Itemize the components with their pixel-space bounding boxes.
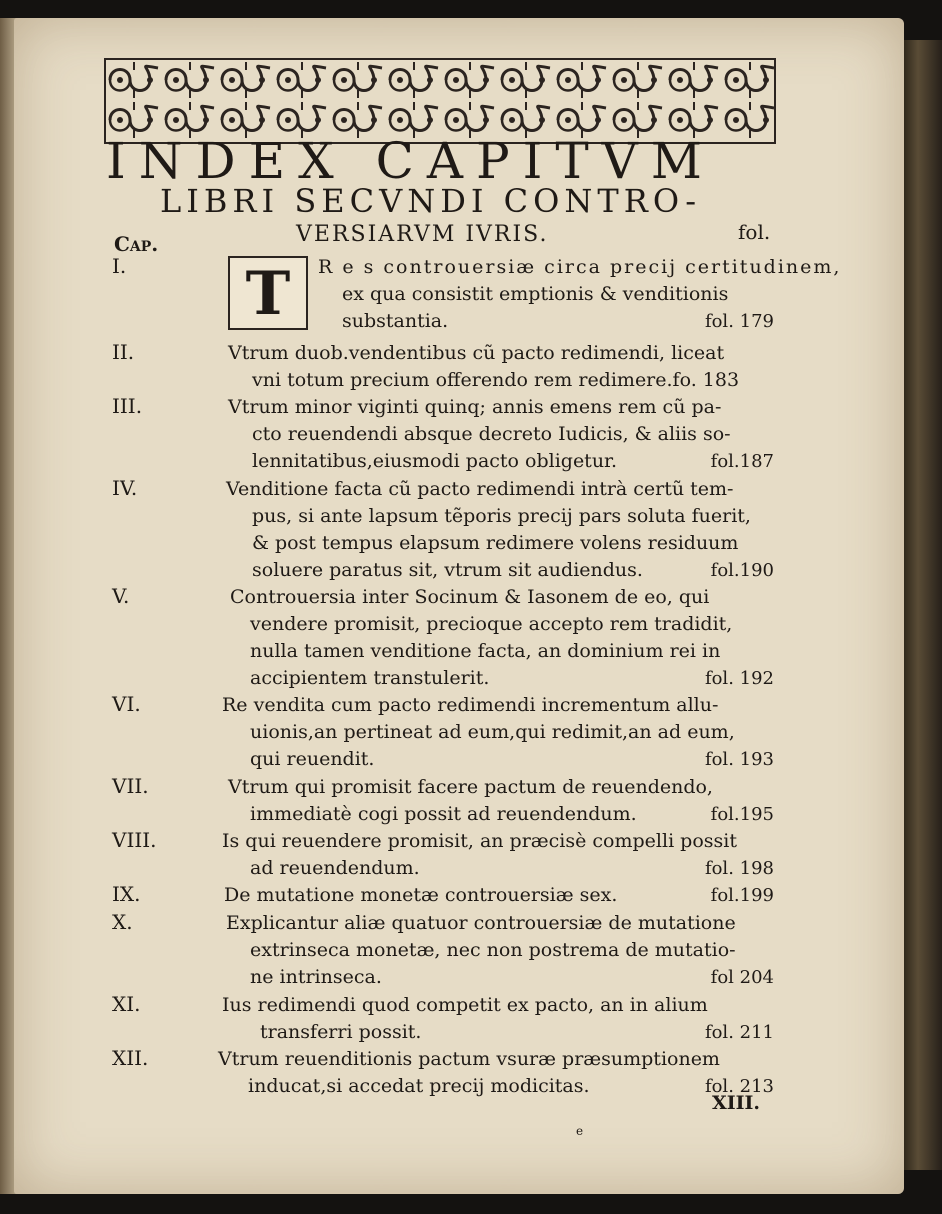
folio-reference: fol. 193 <box>704 749 774 770</box>
entry-line: nulla tamen venditione facta, an dominium rei in <box>250 640 721 662</box>
chapter-number: XII. <box>112 1046 149 1070</box>
chapter-number: IV. <box>112 476 138 500</box>
entry-line: soluere paratus sit, vtrum sit audiendus. <box>252 559 643 581</box>
folio-reference: fol. 198 <box>704 858 774 879</box>
folio-reference: fol. 192 <box>704 668 774 689</box>
entry-line: Venditione facta cũ pacto redimendi intrà certũ tem- <box>226 478 734 500</box>
folio-reference: fol.190 <box>710 560 774 581</box>
entry-line: Explicantur aliæ quatuor controuersiæ de mutatione <box>226 912 736 934</box>
entry-line: Controuersia inter Socinum & Iasonem de eo, qui <box>230 586 710 608</box>
entry-line: Ius redimendi quod competit ex pacto, an in alium <box>222 994 708 1016</box>
entry-line: ad reuendendum. <box>250 857 420 879</box>
entry-line: & post tempus elapsum redimere volens residuum <box>252 532 739 554</box>
entry-line: extrinseca monetæ, nec non postrema de mutatio- <box>250 939 736 961</box>
entry-line: R e s controuersiæ circa precij certitudinem, <box>318 256 842 278</box>
decorated-initial: T <box>228 256 308 330</box>
chapter-number: VI. <box>112 692 141 716</box>
entry-line: Vtrum minor viginti quinq; annis emens rem cũ pa- <box>228 396 722 418</box>
entry-line: inducat,si accedat precij modicitas. <box>248 1075 590 1097</box>
folio-reference: fol.199 <box>710 885 774 906</box>
chapter-number: X. <box>112 910 133 934</box>
entry-line: lennitatibus,eiusmodi pacto obligetur. <box>252 450 618 472</box>
chapter-number: VII. <box>112 774 149 798</box>
entry-line: Is qui reuendere promisit, an præcisè compelli possit <box>222 830 737 852</box>
catchword: XIII. <box>712 1092 761 1114</box>
entry-line: ne intrinseca. <box>250 966 382 988</box>
entry-line: ex qua consistit emptionis & venditionis <box>342 283 729 305</box>
chapter-column-label: Cap. <box>114 232 159 256</box>
entry-line: qui reuendit. <box>250 748 375 770</box>
entry-line: De mutatione monetæ controuersiæ sex. <box>224 884 618 906</box>
index-subtitle-line1: LIBRI SECVNDI CONTRO- <box>160 182 702 220</box>
entry-line: Vtrum qui promisit facere pactum de reuendendo, <box>228 776 713 798</box>
index-subtitle-line2: VERSIARVM IVRIS. <box>296 222 549 247</box>
entry-line: pus, si ante lapsum tẽporis precij pars soluta fuerit, <box>252 505 751 527</box>
index-title: INDEX CAPITVM <box>106 132 715 190</box>
chapter-number: II. <box>112 340 135 364</box>
folio-reference: fol. 179 <box>704 311 774 332</box>
entry-line: cto reuendendi absque decreto Iudicis, & aliis so- <box>252 423 731 445</box>
folio-reference: fol.187 <box>710 451 774 472</box>
chapter-number: XI. <box>112 992 141 1016</box>
entry-line: immediatè cogi possit ad reuendendum. <box>250 803 637 825</box>
entry-line: transferri possit. <box>260 1021 422 1043</box>
folio-reference: fol. 211 <box>704 1022 774 1043</box>
entry-line: uionis,an pertineat ad eum,qui redimit,an ad eum, <box>250 721 735 743</box>
book-spine <box>902 40 942 1170</box>
signature-mark: e <box>576 1124 584 1138</box>
entry-line: Re vendita cum pacto redimendi incrementum allu- <box>222 694 719 716</box>
entry-line: Vtrum duob.vendentibus cũ pacto redimendi, liceat <box>228 342 725 364</box>
entry-line: Vtrum reuenditionis pactum vsuræ præsumptionem <box>218 1048 720 1070</box>
entry-line: vendere promisit, precioque accepto rem tradidit, <box>250 613 733 635</box>
folio-reference: fol. 213 <box>704 1076 774 1097</box>
chapter-number: III. <box>112 394 143 418</box>
chapter-number: IX. <box>112 882 141 906</box>
folio-reference: fol.195 <box>710 804 774 825</box>
entry-line: accipientem transtulerit. <box>250 667 490 689</box>
folio-reference: fol 204 <box>710 967 774 988</box>
folio-column-label: fol. <box>738 220 771 244</box>
chapter-number: I. <box>112 254 127 278</box>
entry-line: substantia. <box>342 310 449 332</box>
chapter-number: VIII. <box>112 828 157 852</box>
entry-line: vni totum precium offerendo rem redimere.fo. 183 <box>252 369 740 391</box>
chapter-number: V. <box>112 584 130 608</box>
